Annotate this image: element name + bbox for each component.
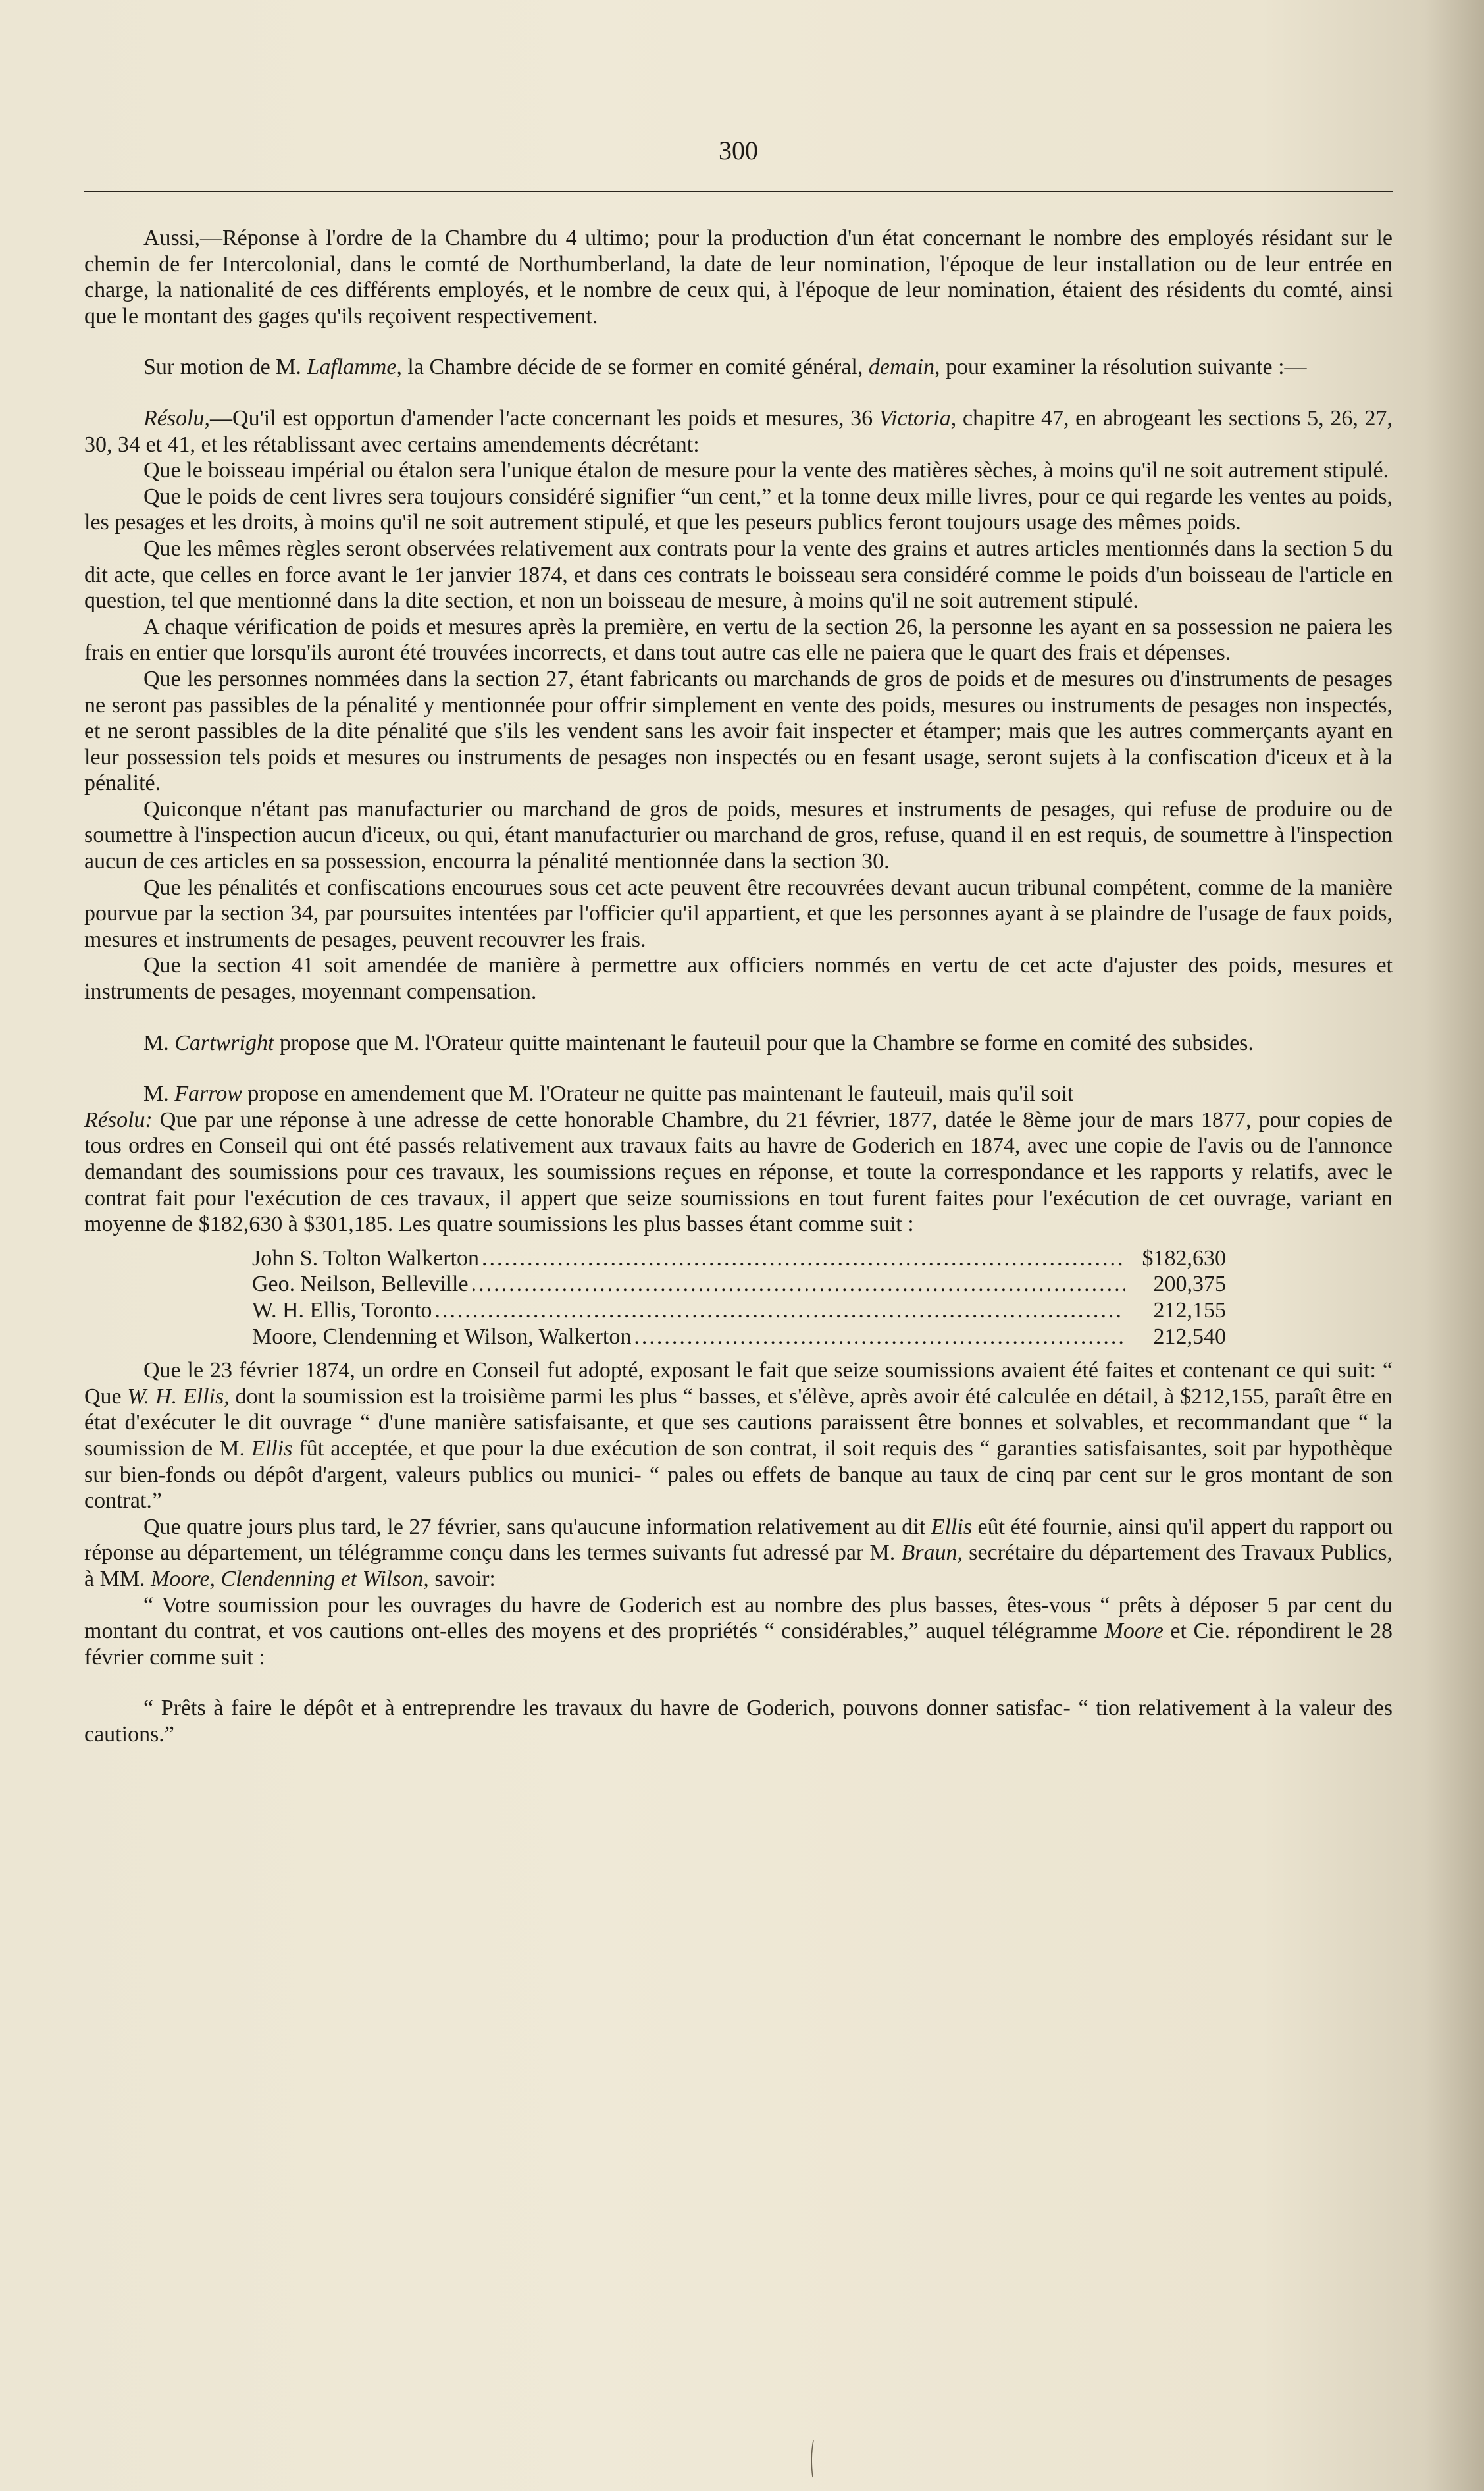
paragraph-section-27: Que les personnes nommées dans la section 27, étant fabricants ou marchands de gros de poids et de mesures ou d'instruments de pesages ne seront pas passibles de la pénalité y mentionnée pour offrir simplement en vente des poids, mesures ou instruments de pesages non inspectés, et ne seront passibles de la dite pénalité que s'ils les vendent sans les avoir fait inspecter et étamper; mais que les autres commerçants ayant en leur possession tels poids et mesures ou instruments de pesages non inspectés ou en fesant usage, seront sujets à la confiscation d'iceux et à la pénalité.	[84, 666, 1393, 796]
tender-row	[252, 1246, 1226, 1272]
paragraph-cartwright	[84, 1030, 1393, 1057]
text-run: “ Votre soumission pour les ouvrages du havre de Goderich est au nombre des plus basses, êtes-vous “ prêts à déposer 5 par cent du montant du contrat, et vos cautions ont-elles des moyens et des propriétés “ considérables,” auquel télégramme	[84, 1592, 1393, 1644]
paragraph-farrow	[84, 1081, 1393, 1107]
tender-list	[252, 1246, 1226, 1350]
name-ellis: W. H. Ellis,	[127, 1384, 230, 1409]
paragraph-telegramme	[84, 1514, 1393, 1592]
text-run: M.	[143, 1030, 175, 1055]
document-body	[84, 225, 1393, 1747]
tender-row	[252, 1324, 1226, 1350]
name-moore-clendenning-wilson: Moore, Clendenning et Wilson,	[151, 1566, 429, 1591]
text-run: Sur motion de M.	[143, 355, 307, 380]
leader-dots	[482, 1246, 1125, 1272]
name-ellis: Ellis	[251, 1436, 293, 1461]
paragraph-section-41: Que la section 41 soit amendée de manière à permettre aux officiers nommés en vertu de cet acte d'ajuster des poids, mesures et instruments de pesages, moyennant compensation.	[84, 953, 1393, 1005]
text-run: la Chambre décide de se former en comité général,	[401, 355, 869, 380]
paragraph-quiconque: Quiconque n'étant pas manufacturier ou marchand de gros de poids, mesures et instruments de pesages, qui refuse de produire ou de soumettre à l'inspection aucun d'iceux, ou qui, étant manufacturier ou marchand de gros, refuse, quand il en est requis, de soumettre à l'inspection aucun de ces articles en sa possession, encourra la pénalité mentionnée dans la section 30.	[84, 797, 1393, 874]
word-resolu: Résolu,	[143, 406, 211, 431]
text-run: —Qu'il est opportun d'amender l'acte concernant les poids et mesures, 36	[210, 406, 879, 431]
tender-name: Geo. Neilson, Belleville	[252, 1272, 469, 1297]
text-run: dont la soumission est la troisième parmi les plus “ basses, et s'élève, après avoir été calculée en détail, à $212,155, paraît être en état d'exécuter le dit ouvrage “ d'une manière satisfaisante, et que ses cautions paraissent être bonnes et solvables, et recommandant que “ la soumission de M.	[84, 1384, 1393, 1461]
text-run: M.	[143, 1082, 175, 1107]
leader-dots	[434, 1298, 1125, 1324]
text-run: Que le 23 février 1874, un ordre en Conseil fut adopté, exposant le fait que seize soumissions avaient été faites et contenant ce qui suit: “ Que	[84, 1358, 1393, 1409]
word-resolu: Résolu:	[84, 1107, 153, 1132]
tender-amount: 212,540	[1153, 1324, 1226, 1349]
header-rules	[84, 191, 1393, 199]
header-rule-top	[84, 191, 1393, 192]
word-demain: demain,	[868, 355, 940, 380]
quote-prets: “ Prêts à faire le dépôt et à entreprendre les travaux du havre de Goderich, pouvons donner satisfac- “ tion relativement à la valeur des cautions.”	[84, 1696, 1393, 1746]
paragraph-poids-cent-livres: Que le poids de cent livres sera toujours considéré signifier “un cent,” et la tonne deux mille livres, pour ce qui regarde les ventes au poids, les pesages et les droits, à moins qu'il ne soit autrement stipulé, et que les peseurs publics feront toujours usage des mêmes poids.	[84, 484, 1393, 535]
paragraph-penalites: Que les pénalités et confiscations encourues sous cet acte peuvent être recouvrées devant aucun tribunal compétent, comme de la manière pourvue par la section 34, par poursuites intentées par l'officier qu'il appartient, et que les personnes ayant à se plaindre de l'usage de faux poids, mesures et instruments de pesages, peuvent recouvrer les frais.	[84, 875, 1393, 952]
text-run: et Cie. répondirent le 28 février comme suit :	[84, 1619, 1393, 1669]
paragraph-memes-regles: Que les mêmes règles seront observées relativement aux contrats pour la vente des grains et autres articles mentionnés dans la section 5 du dit acte, que celles en force avant le 1er janvier 1874, et dans ces contrats le boisseau sera considéré comme le poids d'un boisseau de l'article en question, tel que mentionné dans la dite section, et non un boisseau de mesure, à moins qu'il ne soit autrement stipulé.	[84, 536, 1393, 614]
text-run: pour examiner la résolution suivante :—	[940, 355, 1307, 380]
paragraph-aussi: Aussi,—Réponse à l'ordre de la Chambre du 4 ultimo; pour la production d'un état concernant le nombre des employés résidant sur le chemin de fer Intercolonial, dans le comté de Northumberland, la date de leur nomination, l'époque de leur installation ou de leur entrée en charge, la nationalité de ces différents employés, et le nombre de ceux qui, à l'époque de leur nomination, étaient des résidents du comté, ainsi que le montant des gages qu'ils reçoivent respectivement.	[84, 226, 1393, 328]
tender-row	[252, 1271, 1226, 1298]
pen-mark	[809, 2439, 816, 2478]
text-run: eût été fournie, ainsi qu'il appert du rapport ou réponse au département, un télégramme conçu dans les termes suivants fut adressé par M.	[84, 1514, 1393, 1565]
text-run: propose en amendement que M. l'Orateur ne quitte pas maintenant le fauteuil, mais qu'il soit	[242, 1082, 1074, 1107]
name-laflamme: Laflamme,	[307, 355, 402, 380]
word-victoria: Victoria,	[879, 406, 957, 431]
paragraph-resolu-goderich	[84, 1107, 1393, 1238]
paragraph-verification: A chaque vérification de poids et mesures après la première, en vertu de la section 26, la personne les ayant en sa possession ne paiera les frais en entier que lorsqu'ils auront été trouvées incorrects, et dans tout autre cas elle ne paiera que le quart des frais et dépenses.	[84, 614, 1393, 666]
text-run: propose que M. l'Orateur quitte maintenant le fauteuil pour que la Chambre se forme en comité des subsides.	[274, 1030, 1254, 1055]
text-run: Que quatre jours plus tard, le 27 février, sans qu'aucune information relativement au dit	[143, 1514, 931, 1539]
tender-amount: $182,630	[1142, 1246, 1226, 1271]
tender-amount: 212,155	[1153, 1298, 1226, 1323]
leader-dots	[471, 1271, 1125, 1298]
text-run: savoir:	[428, 1566, 496, 1591]
name-farrow: Farrow	[174, 1082, 242, 1107]
leader-dots	[634, 1324, 1125, 1350]
paragraph-ordre-conseil	[84, 1357, 1393, 1514]
tender-row	[252, 1298, 1226, 1324]
name-moore: Moore	[1104, 1619, 1164, 1644]
tender-name: John S. Tolton Walkerton	[252, 1246, 479, 1271]
text-run: Que par une réponse à une adresse de cette honorable Chambre, du 21 février, 1877, datée le 8ème jour de mars 1877, pour copies de tous ordres en Conseil qui ont été passés relativement aux travaux faits au havre de Goderich en 1874, avec une copie de l'avis ou de l'annonce demandant des soumissions pour ces travaux, les soumissions reçues en réponse, et toute la correspondance et les rapports y relatifs, avec le contrat fait pour l'exécution de ces travaux, il appert que seize soumissions en tout furent faites pour l'exécution de cet ouvrage, variant en moyenne de $182,630 à $301,185. Les quatre soumissions les plus basses étant comme suit :	[84, 1107, 1393, 1237]
name-braun: Braun,	[901, 1540, 963, 1565]
paragraph-laflamme-motion	[84, 354, 1393, 380]
page-number: 300	[719, 136, 758, 165]
tender-amount: 200,375	[1153, 1272, 1226, 1297]
paragraph-resolu	[84, 406, 1393, 458]
quote-votre-soumission	[84, 1592, 1393, 1671]
tender-name: W. H. Ellis, Toronto	[252, 1298, 432, 1323]
paragraph-boisseau: Que le boisseau impérial ou étalon sera l'unique étalon de mesure pour la vente des matières sèches, à moins qu'il ne soit autrement stipulé.	[143, 458, 1389, 483]
text-run: secrétaire du département des Travaux Publics, à MM.	[84, 1540, 1393, 1591]
tender-name: Moore, Clendenning et Wilson, Walkerton	[252, 1324, 632, 1349]
text-run: fût acceptée, et que pour la due exécution de son contrat, il soit requis des “ garanties satisfaisantes, soit par hypothèque sur bien-fonds ou dépôt d'argent, valeurs publics ou munici- “ pales ou effets de banque au taux de cinq par cent sur le gros montant de son contrat.”	[84, 1436, 1393, 1513]
name-cartwright: Cartwright	[174, 1030, 274, 1055]
name-ellis: Ellis	[931, 1514, 973, 1539]
text-run: chapitre 47, en abrogeant les sections 5, 26, 27, 30, 34 et 41, et les rétablissant avec certains amendements décrétant:	[84, 406, 1393, 457]
